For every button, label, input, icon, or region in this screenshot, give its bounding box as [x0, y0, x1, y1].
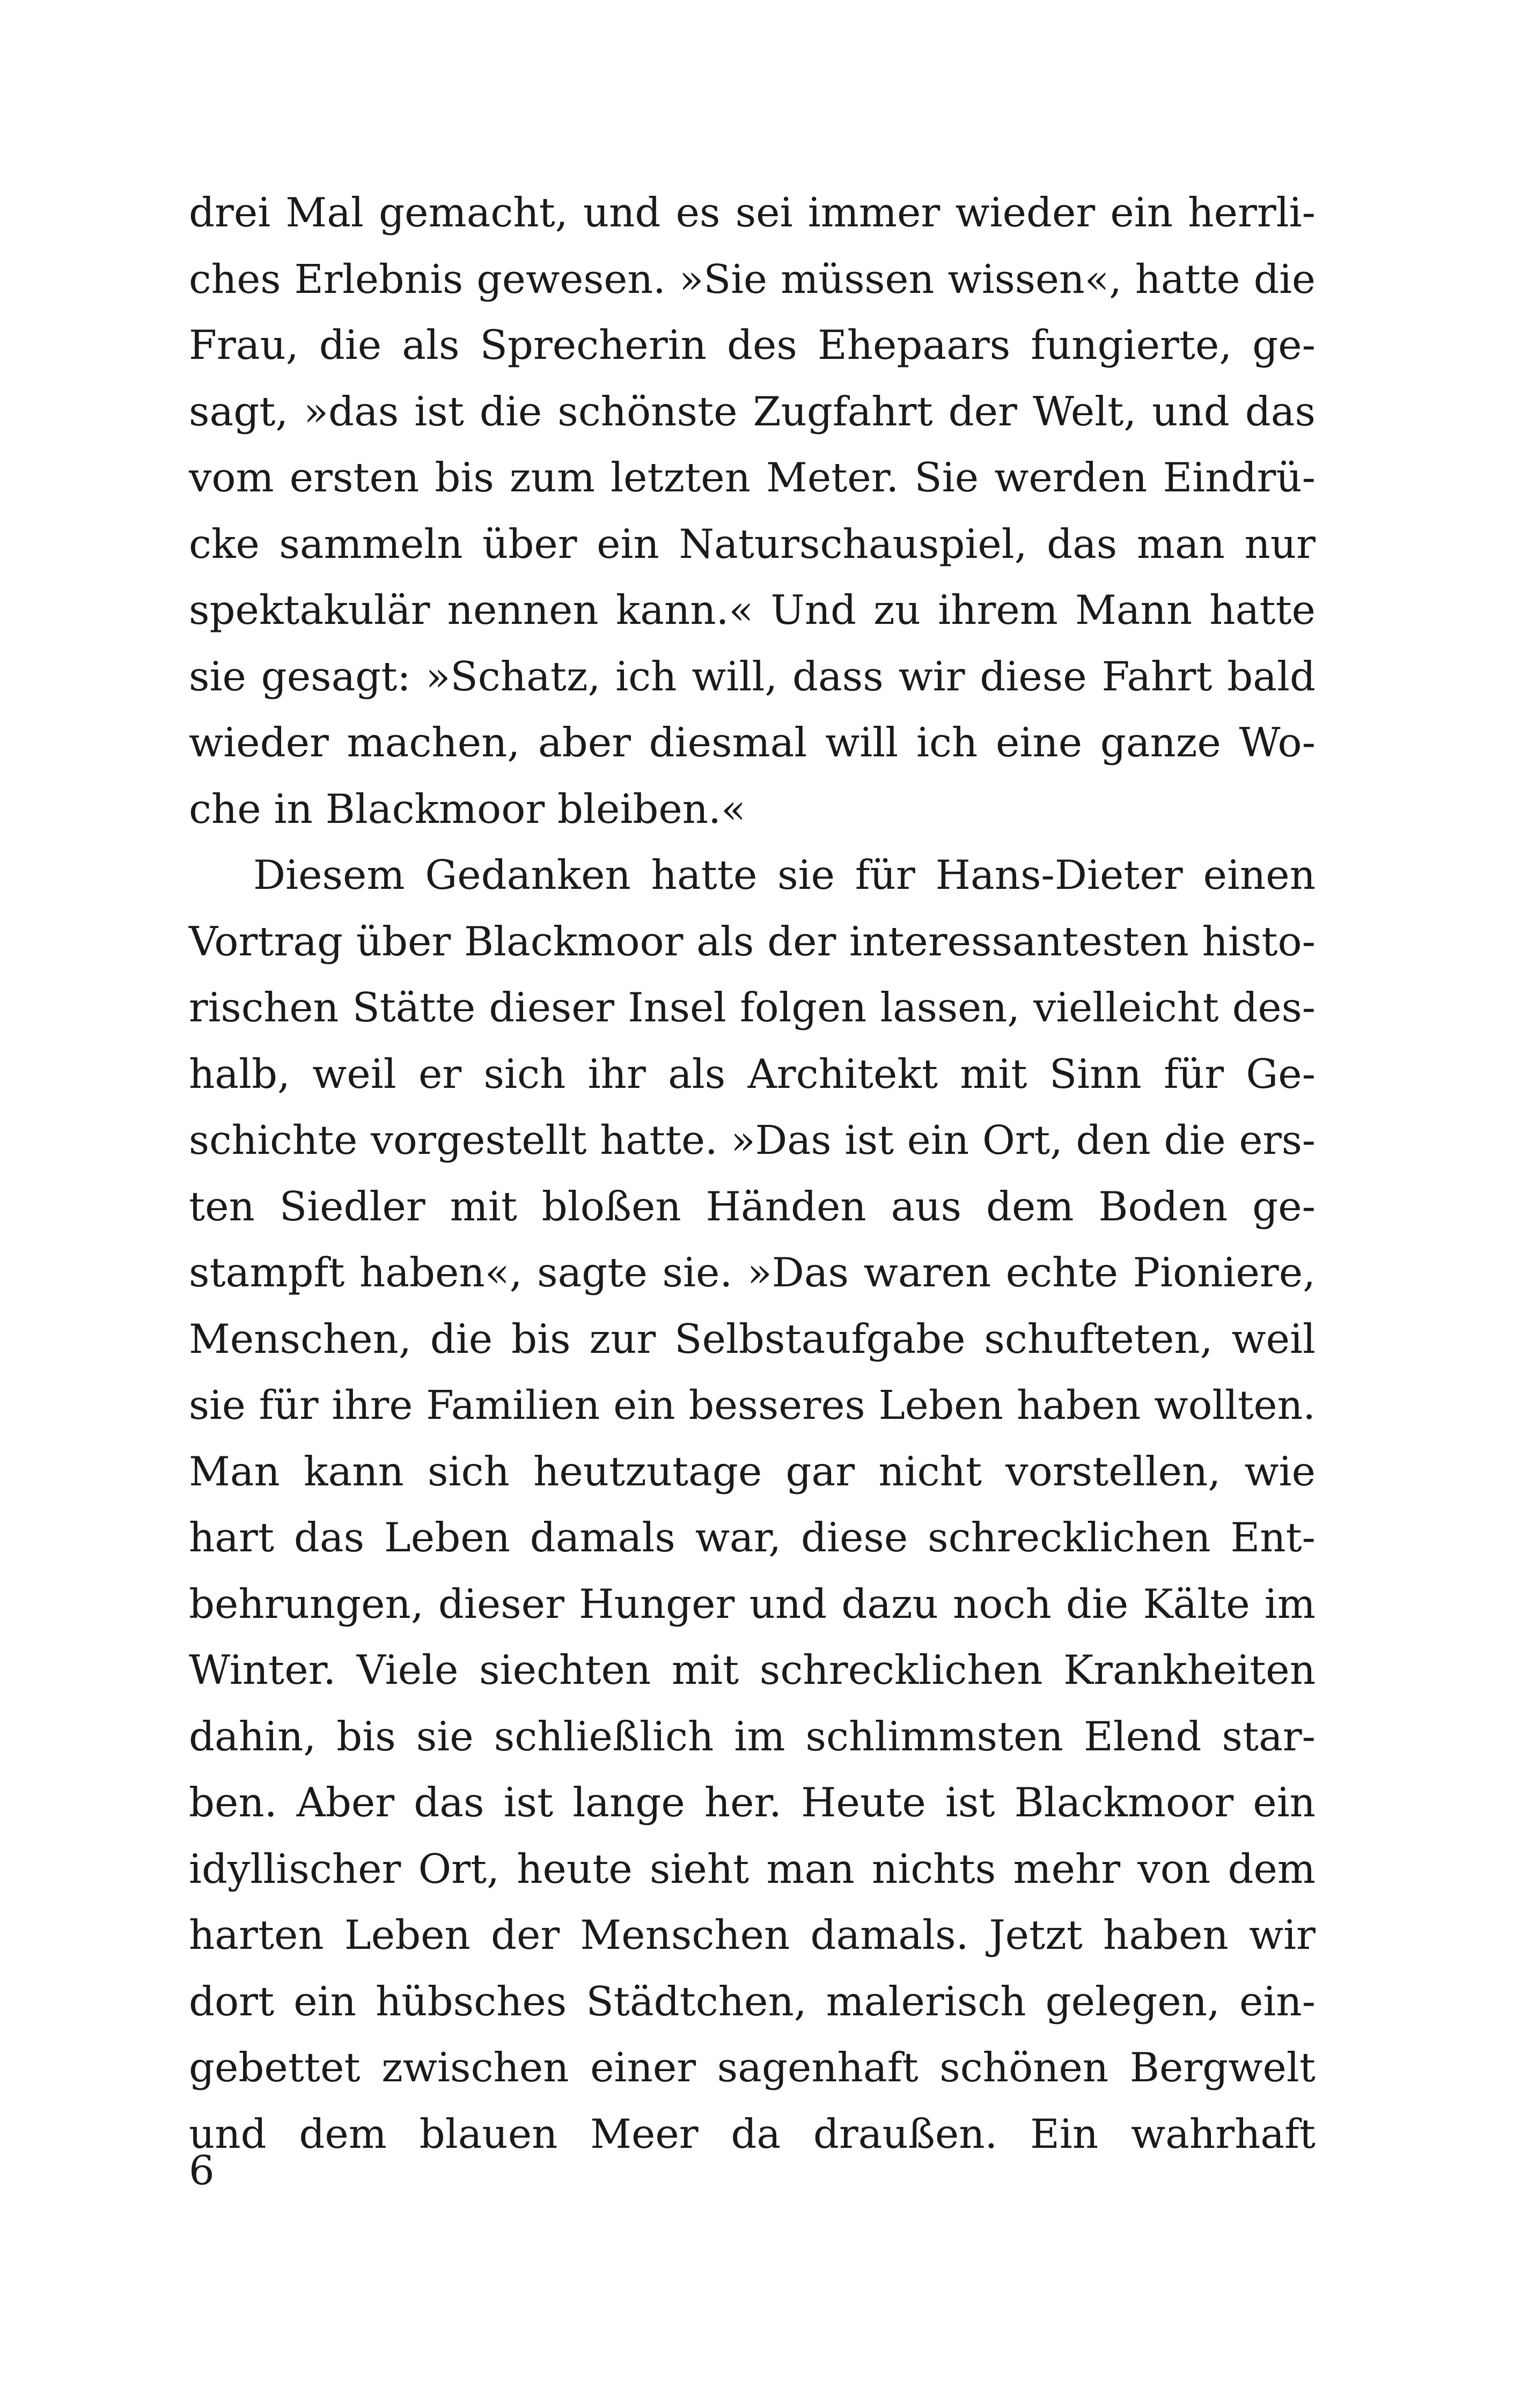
text-line: stampft haben«, sagte sie. »Das waren echte Pioniere, — [189, 1249, 1316, 1296]
text-line: gebettet zwischen einer sagenhaft schönen Bergwelt — [189, 2044, 1316, 2091]
text-line: Frau, die als Sprecherin des Ehepaars fungierte, ge- — [189, 321, 1316, 369]
text-line: Menschen, die bis zur Selbstaufgabe schufteten, weil — [189, 1315, 1316, 1363]
text-line: Man kann sich heutzutage gar nicht vorstellen, wie — [189, 1447, 1316, 1495]
text-line: ches Erlebnis gewesen. »Sie müssen wissen«, hatte die — [189, 255, 1316, 303]
body-text — [189, 180, 1316, 2167]
text-line: Vortrag über Blackmoor als der interessantesten histo- — [189, 917, 1316, 965]
text-line: halb, weil er sich ihr als Architekt mit Sinn für Ge- — [189, 1050, 1316, 1098]
text-line: schichte vorgestellt hatte. »Das ist ein Ort, den die ers- — [189, 1117, 1316, 1164]
text-line: dort ein hübsches Städtchen, malerisch gelegen, ein- — [189, 1977, 1316, 2025]
text-line: spektakulär nennen kann.« Und zu ihrem Mann hatte — [189, 586, 1316, 634]
text-line: dahin, bis sie schließlich im schlimmsten Elend star- — [189, 1712, 1316, 1760]
text-line: drei Mal gemacht, und es sei immer wieder ein herrli- — [189, 189, 1316, 236]
text-line: vom ersten bis zum letzten Meter. Sie werden Eindrü- — [189, 454, 1316, 501]
text-line: che in Blackmoor bleiben.« — [189, 785, 746, 833]
text-line: und dem blauen Meer da draußen. Ein wahrhaft — [189, 2110, 1316, 2157]
page-number: 6 — [189, 2147, 215, 2194]
text-line: wieder machen, aber diesmal will ich eine ganze Wo- — [189, 719, 1316, 766]
text-line: ben. Aber das ist lange her. Heute ist Blackmoor ein — [189, 1779, 1316, 1826]
text-line: sagt, »das ist die schönste Zugfahrt der Welt, und das — [189, 387, 1316, 435]
text-line: rischen Stätte dieser Insel folgen lassen, vielleicht des- — [189, 984, 1316, 1031]
text-line: Diesem Gedanken hatte sie für Hans-Dieter einen — [253, 851, 1316, 899]
text-line: ten Siedler mit bloßen Händen aus dem Boden ge- — [189, 1182, 1316, 1230]
text-line: behrungen, dieser Hunger und dazu noch die Kälte im — [189, 1580, 1316, 1628]
text-line: idyllischer Ort, heute sieht man nichts mehr von dem — [189, 1845, 1316, 1892]
text-line: hart das Leben damals war, diese schrecklichen Ent- — [189, 1514, 1316, 1561]
text-line: harten Leben der Menschen damals. Jetzt haben wir — [189, 1911, 1316, 1958]
text-line: Winter. Viele siechten mit schrecklichen Krankheiten — [189, 1646, 1316, 1693]
text-line: sie gesagt: »Schatz, ich will, dass wir diese Fahrt bald — [189, 652, 1316, 700]
text-line: sie für ihre Familien ein besseres Leben haben wollten. — [189, 1382, 1316, 1428]
text-line: cke sammeln über ein Naturschauspiel, das man nur — [189, 520, 1316, 568]
